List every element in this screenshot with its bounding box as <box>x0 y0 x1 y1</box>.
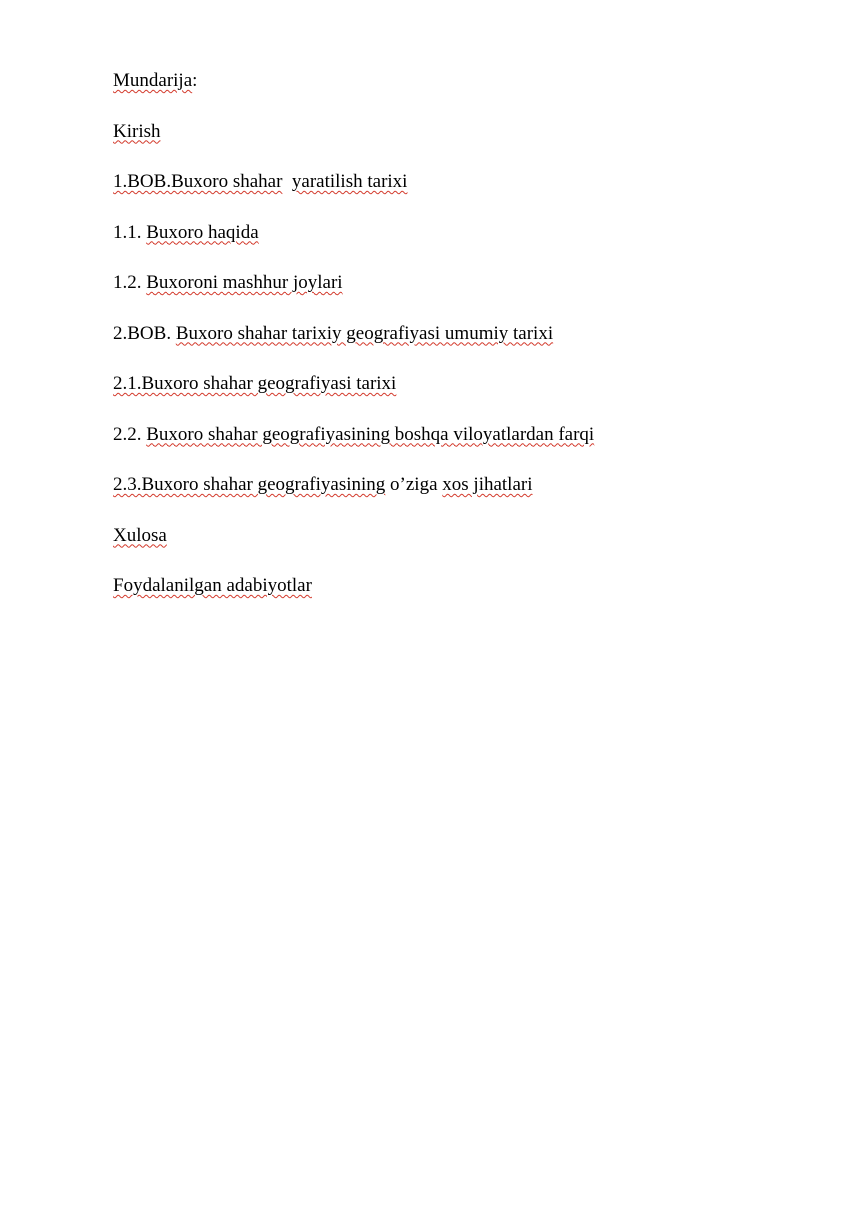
toc-entry-text: yaratilish tarixi <box>291 171 408 192</box>
toc-entry-text: 2.BOB. <box>113 322 176 344</box>
toc-entry-text: Buxoro shahar geografiyasining boshqa viloyatlardan farqi <box>146 423 595 445</box>
toc-entry-text: Buxoroni mashhur joylari <box>146 272 343 293</box>
toc-entry-text <box>282 171 292 192</box>
toc-entry <box>113 117 594 146</box>
toc-entry-text: 2.1.Buxoro shahar geografiyasi tarixi <box>113 373 397 394</box>
toc-entry <box>113 167 594 196</box>
toc-heading-word: Mundarija <box>113 70 193 91</box>
toc-entry <box>113 369 594 398</box>
toc-entry-text: 1.1. <box>113 221 147 243</box>
toc-entry-text: 2.3.Buxoro shahar geografiyasining <box>113 474 386 495</box>
toc-entry <box>113 268 594 297</box>
toc-entry-text: xos jihatlari <box>442 474 533 495</box>
toc-entry-text: o’ziga <box>385 474 443 495</box>
toc-heading-colon: : <box>192 70 198 91</box>
toc-entry <box>113 319 594 348</box>
toc-entry-text: 1.2. <box>113 272 147 293</box>
toc-entry <box>113 521 594 550</box>
table-of-contents <box>113 66 594 622</box>
toc-entry-text: Buxoro shahar tarixiy geografiyasi umumiy tarixi <box>175 322 554 344</box>
toc-entry-text: 2.2. <box>113 423 147 445</box>
toc-heading <box>113 66 594 95</box>
toc-entry <box>113 218 594 247</box>
toc-entry-text: Buxoro haqida <box>146 221 259 243</box>
toc-entry <box>113 571 594 600</box>
toc-entries <box>113 117 594 601</box>
toc-entry <box>113 420 594 449</box>
toc-entry <box>113 470 594 499</box>
toc-entry-text: Xulosa <box>113 524 167 546</box>
toc-entry-text: 1.BOB.Buxoro shahar <box>113 171 283 192</box>
toc-entry-text: Kirish <box>113 120 161 142</box>
toc-entry-text: Foydalanilgan adabiyotlar <box>113 575 312 596</box>
